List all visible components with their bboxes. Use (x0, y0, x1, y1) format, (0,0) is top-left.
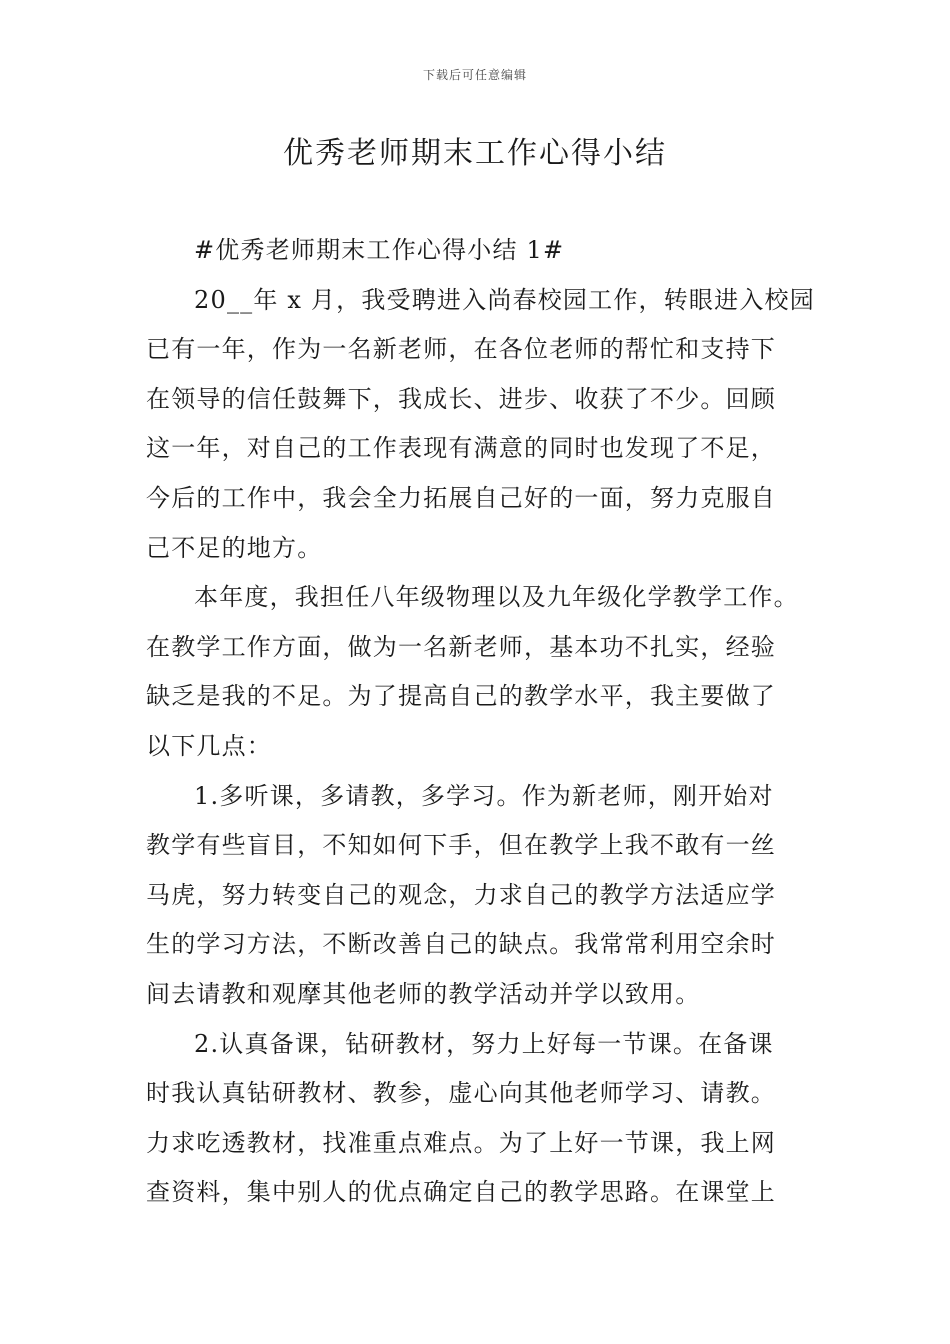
list-item-line: 力求吃透教材，找准重点难点。为了上好一节课，我上网 (146, 1128, 776, 1157)
paragraph-line: 以下几点： (146, 731, 272, 760)
section-heading: #优秀老师期末工作心得小结 1# (194, 236, 565, 264)
paragraph-line: 已有一年，作为一名新老师，在各位老师的帮忙和支持下 (146, 335, 776, 364)
paragraph-line: 己不足的地方。 (146, 533, 323, 562)
list-item-line: 2.认真备课，钻研教材，努力上好每一节课。在备课 (194, 1029, 774, 1058)
list-item-line: 间去请教和观摩其他老师的教学活动并学以致用。 (146, 979, 701, 1008)
header-note: 下载后可任意编辑 (422, 68, 527, 82)
paragraph-line: 20__年 x 月，我受聘进入尚春校园工作，转眼进入校园 (194, 285, 815, 314)
list-item-line: 生的学习方法，不断改善自己的缺点。我常常利用空余时 (146, 930, 776, 959)
paragraph-line: 在领导的信任鼓舞下，我成长、进步、收获了不少。回顾 (146, 384, 776, 413)
paragraph-line: 缺乏是我的不足。为了提高自己的教学水平，我主要做了 (146, 682, 776, 711)
list-item-line: 时我认真钻研教材、教参，虚心向其他老师学习、请教。 (146, 1079, 776, 1108)
document-body (146, 226, 815, 1218)
paragraph-line: 在教学工作方面，做为一名新老师，基本功不扎实，经验 (146, 632, 776, 661)
paragraph-line: 今后的工作中，我会全力拓展自己好的一面，努力克服自 (146, 483, 776, 512)
list-item-line: 1.多听课，多请教，多学习。作为新老师，刚开始对 (194, 781, 774, 810)
document-title: 优秀老师期末工作心得小结 (283, 136, 667, 171)
paragraph-line: 本年度，我担任八年级物理以及九年级化学教学工作。 (194, 583, 799, 612)
paragraph-line: 这一年，对自己的工作表现有满意的同时也发现了不足， (146, 434, 776, 463)
list-item-line: 查资料，集中别人的优点确定自己的教学思路。在课堂上 (146, 1178, 776, 1207)
list-item-line: 马虎，努力转变自己的观念，力求自己的教学方法适应学 (146, 880, 776, 909)
list-item-line: 教学有些盲目，不知如何下手，但在教学上我不敢有一丝 (146, 831, 776, 860)
